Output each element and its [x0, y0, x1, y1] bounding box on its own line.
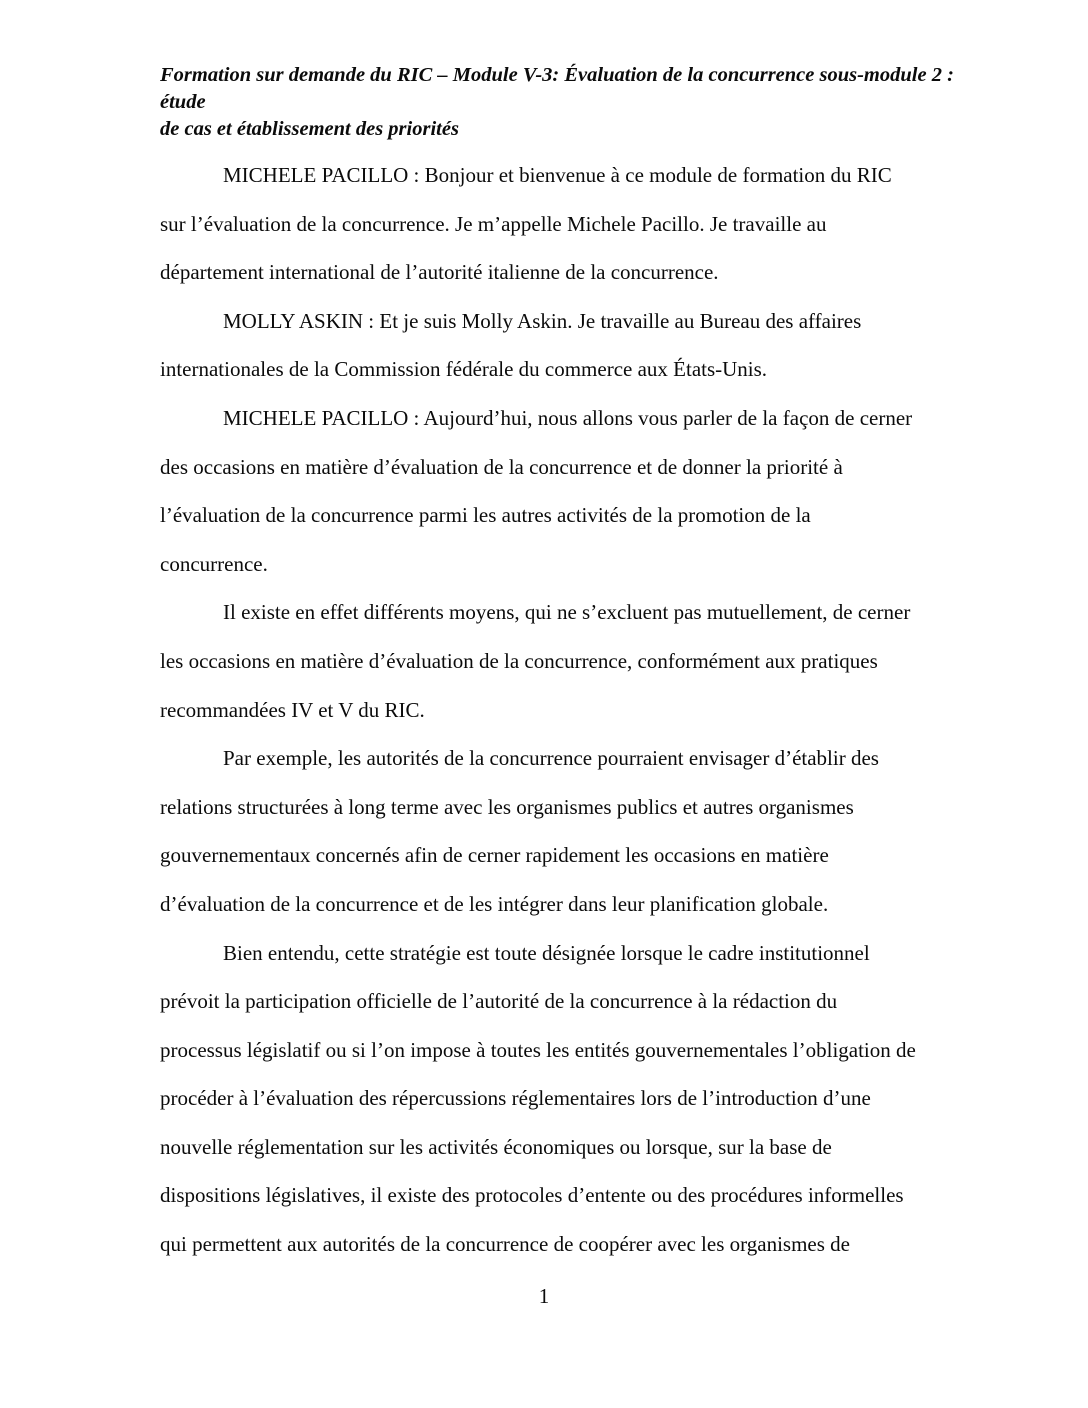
- text-line: des occasions en matière d’évaluation de la concurrence et de donner la priorité à: [160, 454, 843, 479]
- header-line: de cas et établissement des priorités: [160, 118, 459, 140]
- header-line: Formation sur demande du RIC – Module V-3: Évaluation de la concurrence sous-module 2 : étude: [160, 64, 954, 113]
- text-line: MICHELE PACILLO : Aujourd’hui, nous allons vous parler de la façon de cerner: [223, 405, 913, 430]
- page-number: 1: [538, 1284, 550, 1308]
- text-line: Il existe en effet différents moyens, qui ne s’excluent pas mutuellement, de cerner: [223, 600, 911, 625]
- text-line: département international de l’autorité italienne de la concurrence.: [160, 260, 719, 285]
- text-line: les occasions en matière d’évaluation de la concurrence, conformément aux pratiques: [160, 648, 878, 673]
- text-line: prévoit la participation officielle de l’autorité de la concurrence à la rédaction du: [160, 989, 838, 1014]
- text-line: sur l’évaluation de la concurrence. Je m’appelle Michele Pacillo. Je travaille au: [160, 211, 827, 236]
- document-header: [160, 62, 960, 143]
- text-line: gouvernementaux concernés afin de cerner rapidement les occasions en matière: [160, 843, 829, 868]
- text-line: recommandées IV et V du RIC.: [160, 697, 425, 722]
- text-line: concurrence.: [160, 551, 268, 576]
- text-line: dispositions législatives, il existe des protocoles d’entente ou des procédures informelles: [160, 1183, 904, 1208]
- text-line: d’évaluation de la concurrence et de les intégrer dans leur planification globale.: [160, 891, 829, 916]
- text-line: internationales de la Commission fédérale du commerce aux États-Unis.: [160, 357, 768, 382]
- text-line: MOLLY ASKIN : Et je suis Molly Askin. Je travaille au Bureau des affaires: [223, 308, 862, 333]
- text-line: qui permettent aux autorités de la concurrence de coopérer avec les organismes de: [160, 1232, 850, 1257]
- text-line: Par exemple, les autorités de la concurrence pourraient envisager d’établir des: [223, 746, 879, 771]
- text-line: processus législatif ou si l’on impose à toutes les entités gouvernementales l’obligation de: [160, 1037, 916, 1062]
- text-line: MICHELE PACILLO : Bonjour et bienvenue à ce module de formation du RIC: [223, 163, 892, 187]
- document-body: [160, 151, 960, 1269]
- text-line: procéder à l’évaluation des répercussions réglementaires lors de l’introduction d’une: [160, 1086, 871, 1111]
- text-line: relations structurées à long terme avec les organismes publics et autres organismes: [160, 794, 854, 819]
- text-line: nouvelle réglementation sur les activités économiques ou lorsque, sur la base de: [160, 1134, 832, 1159]
- text-line: l’évaluation de la concurrence parmi les autres activités de la promotion de la: [160, 503, 811, 528]
- text-line: Bien entendu, cette stratégie est toute désignée lorsque le cadre institutionnel: [223, 940, 870, 965]
